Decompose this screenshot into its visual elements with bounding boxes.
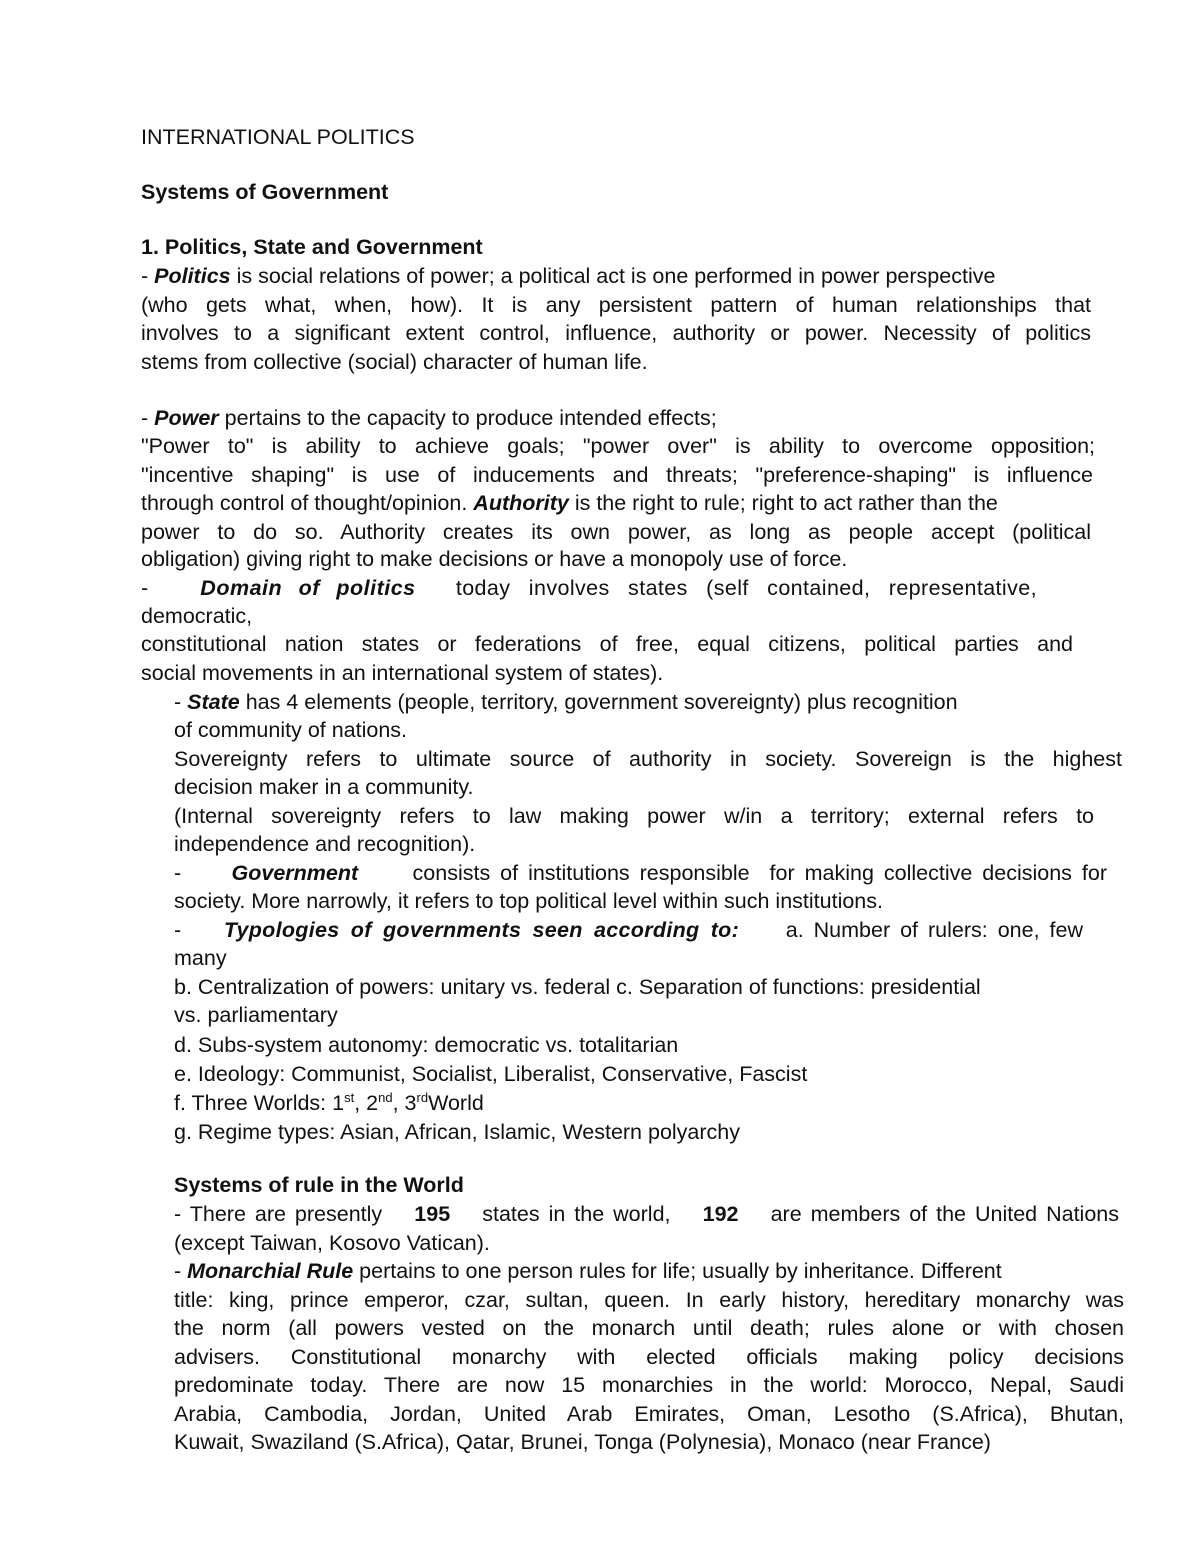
power-line-6: obligation) giving right to make decisions or have a monopoly use of force. xyxy=(141,547,848,571)
term-power: Power xyxy=(154,406,219,430)
text: , 2 xyxy=(354,1091,379,1115)
monarchial-line-5: predominate today. There are now 15 monarchies in the world: Morocco, Nepal, Saudi xyxy=(174,1373,1124,1397)
term-authority: Authority xyxy=(473,491,569,515)
dash: - xyxy=(141,264,155,288)
document-subtitle: Systems of Government xyxy=(141,180,389,204)
term-typologies: Typologies of governments seen according to: xyxy=(223,918,740,942)
monarchial-line-2: title: king, prince emperor, czar, sultan, queen. In early history, hereditary monarchy was xyxy=(174,1288,1124,1312)
politics-line-2: (who gets what, when, how). It is any persistent pattern of human relationships that xyxy=(141,293,1091,317)
government-line-1 xyxy=(174,859,1107,887)
term-politics: Politics xyxy=(154,264,231,288)
dash: - xyxy=(174,1259,188,1283)
typologies-line-6: e. Ideology: Communist, Socialist, Liberalist, Conservative, Fascist xyxy=(174,1062,808,1086)
monarchial-line-1 xyxy=(174,1257,1002,1285)
typologies-line-7 xyxy=(174,1089,484,1117)
text: , 3 xyxy=(392,1091,417,1115)
states-count: 195 xyxy=(414,1202,451,1226)
power-line-4 xyxy=(141,489,998,517)
politics-line-1 xyxy=(141,262,995,290)
typologies-line-4: vs. parliamentary xyxy=(174,1003,338,1027)
state-line-3: Sovereignty refers to ultimate source of authority in society. Sovereign is the highest xyxy=(174,747,1122,771)
monarchial-line-4: advisers. Constitutional monarchy with elected officials making policy decisions xyxy=(174,1345,1124,1369)
typologies-line-2: many xyxy=(174,946,227,970)
dash: - xyxy=(141,406,155,430)
term-monarchial: Monarchial Rule xyxy=(187,1259,354,1283)
document-title: INTERNATIONAL POLITICS xyxy=(141,125,415,149)
power-line-2: "Power to" is ability to achieve goals; "power over" is ability to overcome opposition; xyxy=(141,434,1095,458)
typologies-line-8: g. Regime types: Asian, African, Islamic, Western polyarchy xyxy=(174,1120,741,1144)
monarchial-line-3: the norm (all powers vested on the monarch until death; rules alone or with chosen xyxy=(174,1316,1124,1340)
term-domain: Domain of politics xyxy=(200,576,416,600)
politics-line-3: involves to a significant extent control, influence, authority or power. Necessity of politics xyxy=(141,321,1091,345)
states-line-2: (except Taiwan, Kosovo Vatican). xyxy=(174,1231,490,1255)
text: is the right to rule; right to act rather than the xyxy=(568,491,998,515)
text: today involves states (self contained, representative, xyxy=(455,576,1037,600)
term-state: State xyxy=(187,690,240,714)
term-government: Government xyxy=(231,861,359,885)
domain-line-1 xyxy=(141,574,1037,602)
state-line-6: independence and recognition). xyxy=(174,832,476,856)
domain-line-4: social movements in an international system of states). xyxy=(141,661,664,685)
section-heading: 1. Politics, State and Government xyxy=(141,235,483,259)
text: World xyxy=(428,1091,484,1115)
superscript: rd xyxy=(416,1090,429,1105)
text: - There are presently xyxy=(174,1202,392,1226)
monarchial-line-7: Kuwait, Swaziland (S.Africa), Qatar, Brunei, Tonga (Polynesia), Monaco (near France) xyxy=(174,1430,991,1454)
dash: - xyxy=(141,576,161,600)
domain-line-3: constitutional nation states or federations of free, equal citizens, political parties and xyxy=(141,632,1073,656)
text: f. Three Worlds: 1 xyxy=(174,1091,345,1115)
text: are members of the United Nations xyxy=(761,1202,1119,1226)
dash: - xyxy=(174,918,188,942)
text: states in the world, xyxy=(473,1202,680,1226)
states-line-1 xyxy=(174,1200,1119,1228)
state-line-2: of community of nations. xyxy=(174,718,408,742)
monarchial-line-6: Arabia, Cambodia, Jordan, United Arab Emirates, Oman, Lesotho (S.Africa), Bhutan, xyxy=(174,1402,1124,1426)
typologies-line-3: b. Centralization of powers: unitary vs. federal c. Separation of functions: presidential xyxy=(174,975,981,999)
text: pertains to one person rules for life; usually by inheritance. Different xyxy=(353,1259,1002,1283)
superscript: st xyxy=(344,1090,355,1105)
state-line-5: (Internal sovereignty refers to law making power w/in a territory; external refers to xyxy=(174,804,1094,828)
typologies-line-5: d. Subs-system autonomy: democratic vs. totalitarian xyxy=(174,1033,679,1057)
government-line-2: society. More narrowly, it refers to top political level within such institutions. xyxy=(174,889,883,913)
superscript: nd xyxy=(378,1090,393,1105)
text: has 4 elements (people, territory, government sovereignty) plus recognition xyxy=(239,690,958,714)
domain-line-2: democratic, xyxy=(141,604,253,628)
dash: - xyxy=(174,861,188,885)
typologies-line-1 xyxy=(174,916,1083,944)
dash: - xyxy=(174,690,188,714)
state-line-4: decision maker in a community. xyxy=(174,775,474,799)
text: is social relations of power; a political act is one performed in power perspective xyxy=(230,264,996,288)
text: through control of thought/opinion. xyxy=(141,491,474,515)
power-line-5: power to do so. Authority creates its own power, as long as people accept (political xyxy=(141,520,1091,544)
power-line-1 xyxy=(141,404,717,432)
power-line-3: "incentive shaping" is use of inducements and threats; "preference-shaping" is influence xyxy=(141,463,1093,487)
section-heading: Systems of rule in the World xyxy=(174,1173,464,1197)
state-line-1 xyxy=(174,688,958,716)
text: a. Number of rulers: one, few xyxy=(775,918,1083,942)
politics-line-4: stems from collective (social) character of human life. xyxy=(141,350,648,374)
text: pertains to the capacity to produce intended effects; xyxy=(218,406,717,430)
un-members-count: 192 xyxy=(702,1202,739,1226)
text: consists of institutions responsible for making collective decisions for xyxy=(402,861,1107,885)
